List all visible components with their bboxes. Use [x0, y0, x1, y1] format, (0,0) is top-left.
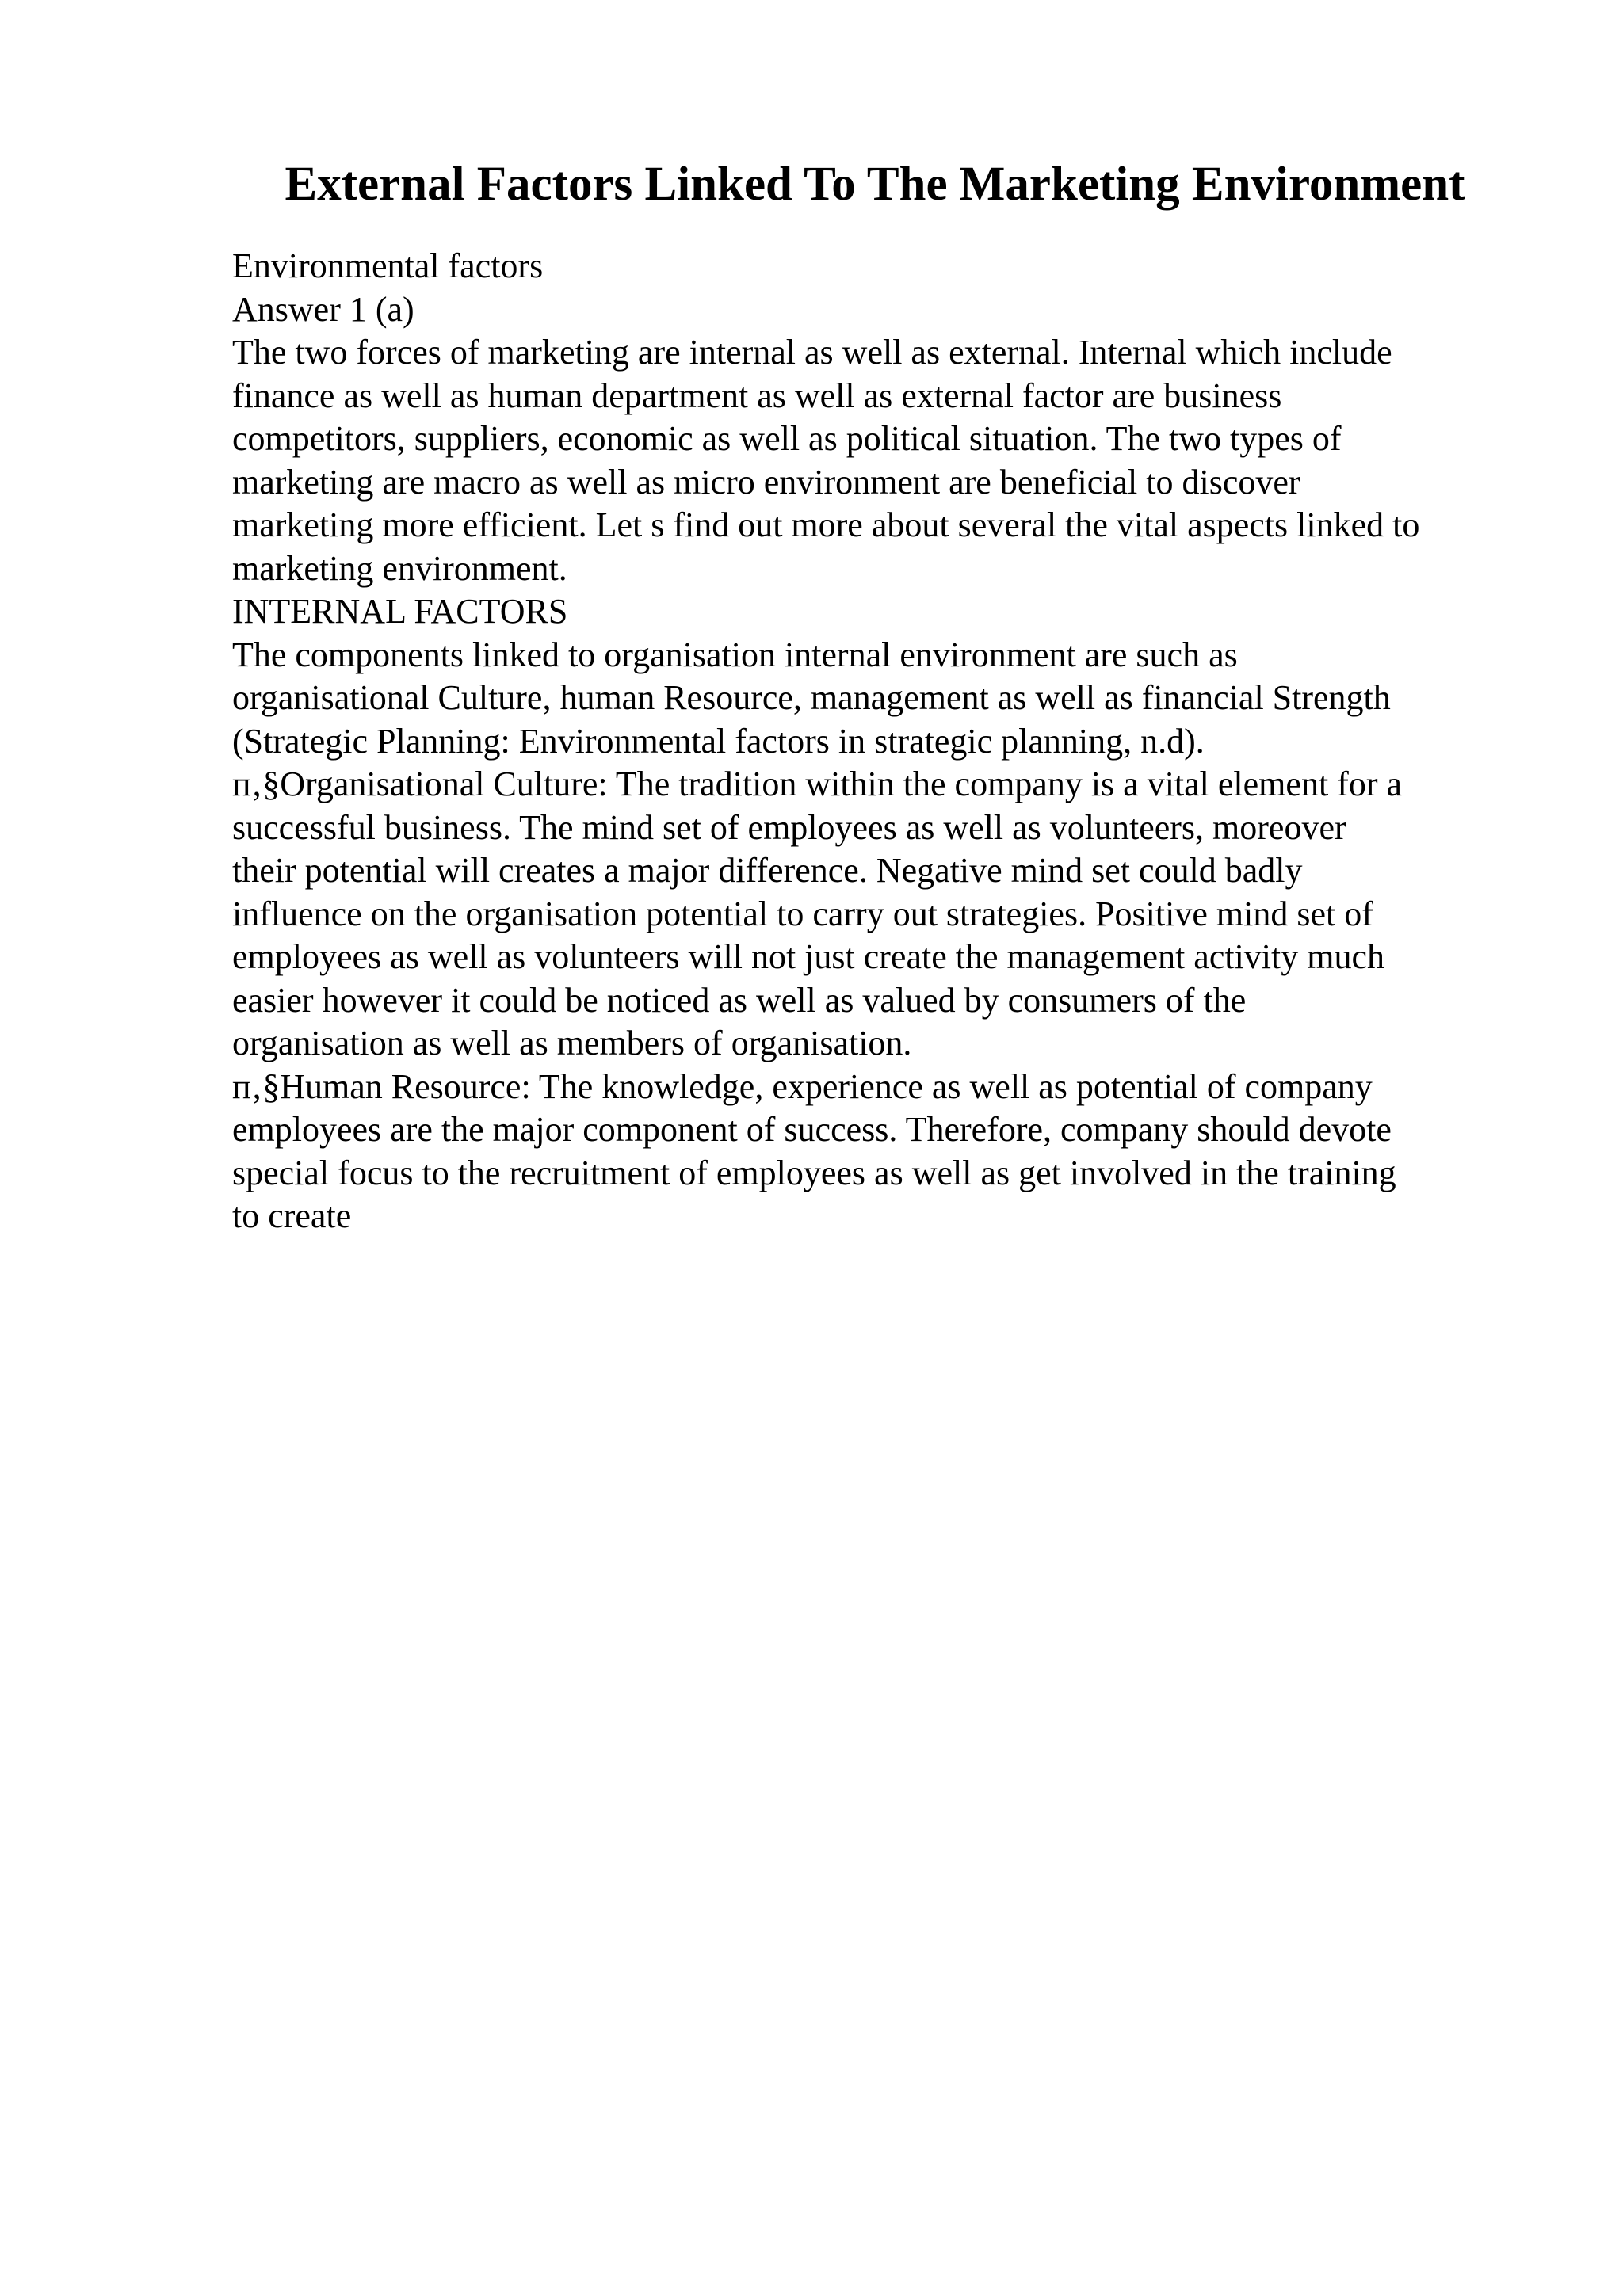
body-line: marketing more efficient. Let s find out more about several the vital aspects linked to	[232, 505, 1420, 544]
body-line: marketing environment.	[232, 548, 567, 588]
body-line: (Strategic Planning: Environmental factors in strategic planning, n.d).	[232, 721, 1205, 761]
body-line: employees as well as volunteers will not just create the management activity much	[232, 937, 1384, 976]
body-line: competitors, suppliers, economic as well as political situation. The two types of	[232, 419, 1342, 458]
body-line: successful business. The mind set of employees as well as volunteers, moreover	[232, 807, 1346, 847]
body-line: easier however it could be noticed as well as valued by consumers of the	[232, 980, 1247, 1020]
body-line: influence on the organisation potential to carry out strategies. Positive mind set of	[232, 894, 1373, 933]
body-line: The two forces of marketing are internal as well as external. Internal which include	[232, 333, 1392, 372]
body-line: organisational Culture, human Resource, management as well as financial Strength	[232, 678, 1391, 717]
body-line: Environmental factors	[232, 246, 544, 285]
document-title: External Factors Linked To The Marketing Environment	[285, 158, 1465, 211]
document-body	[232, 245, 1516, 1238]
body-line: Answer 1 (a)	[232, 289, 414, 329]
body-line: marketing are macro as well as micro environment are beneficial to discover	[232, 462, 1300, 502]
body-line: their potential will creates a major difference. Negative mind set could badly	[232, 851, 1303, 890]
bullet-line: п‚§Human Resource: The knowledge, experience as well as potential of company	[232, 1066, 1373, 1106]
body-line: employees are the major component of success. Therefore, company should devote	[232, 1110, 1392, 1149]
body-line: finance as well as human department as well as external factor are business	[232, 376, 1282, 415]
bullet-line: п‚§Organisational Culture: The tradition within the company is a vital element for a	[232, 765, 1402, 803]
body-line: organisation as well as members of organisation.	[232, 1024, 912, 1062]
body-line: The components linked to organisation internal environment are such as	[232, 635, 1238, 674]
section-heading: INTERNAL FACTORS	[232, 592, 568, 631]
body-line: special focus to the recruitment of employees as well as get involved in the training	[232, 1153, 1396, 1192]
body-line: to create	[232, 1196, 352, 1235]
